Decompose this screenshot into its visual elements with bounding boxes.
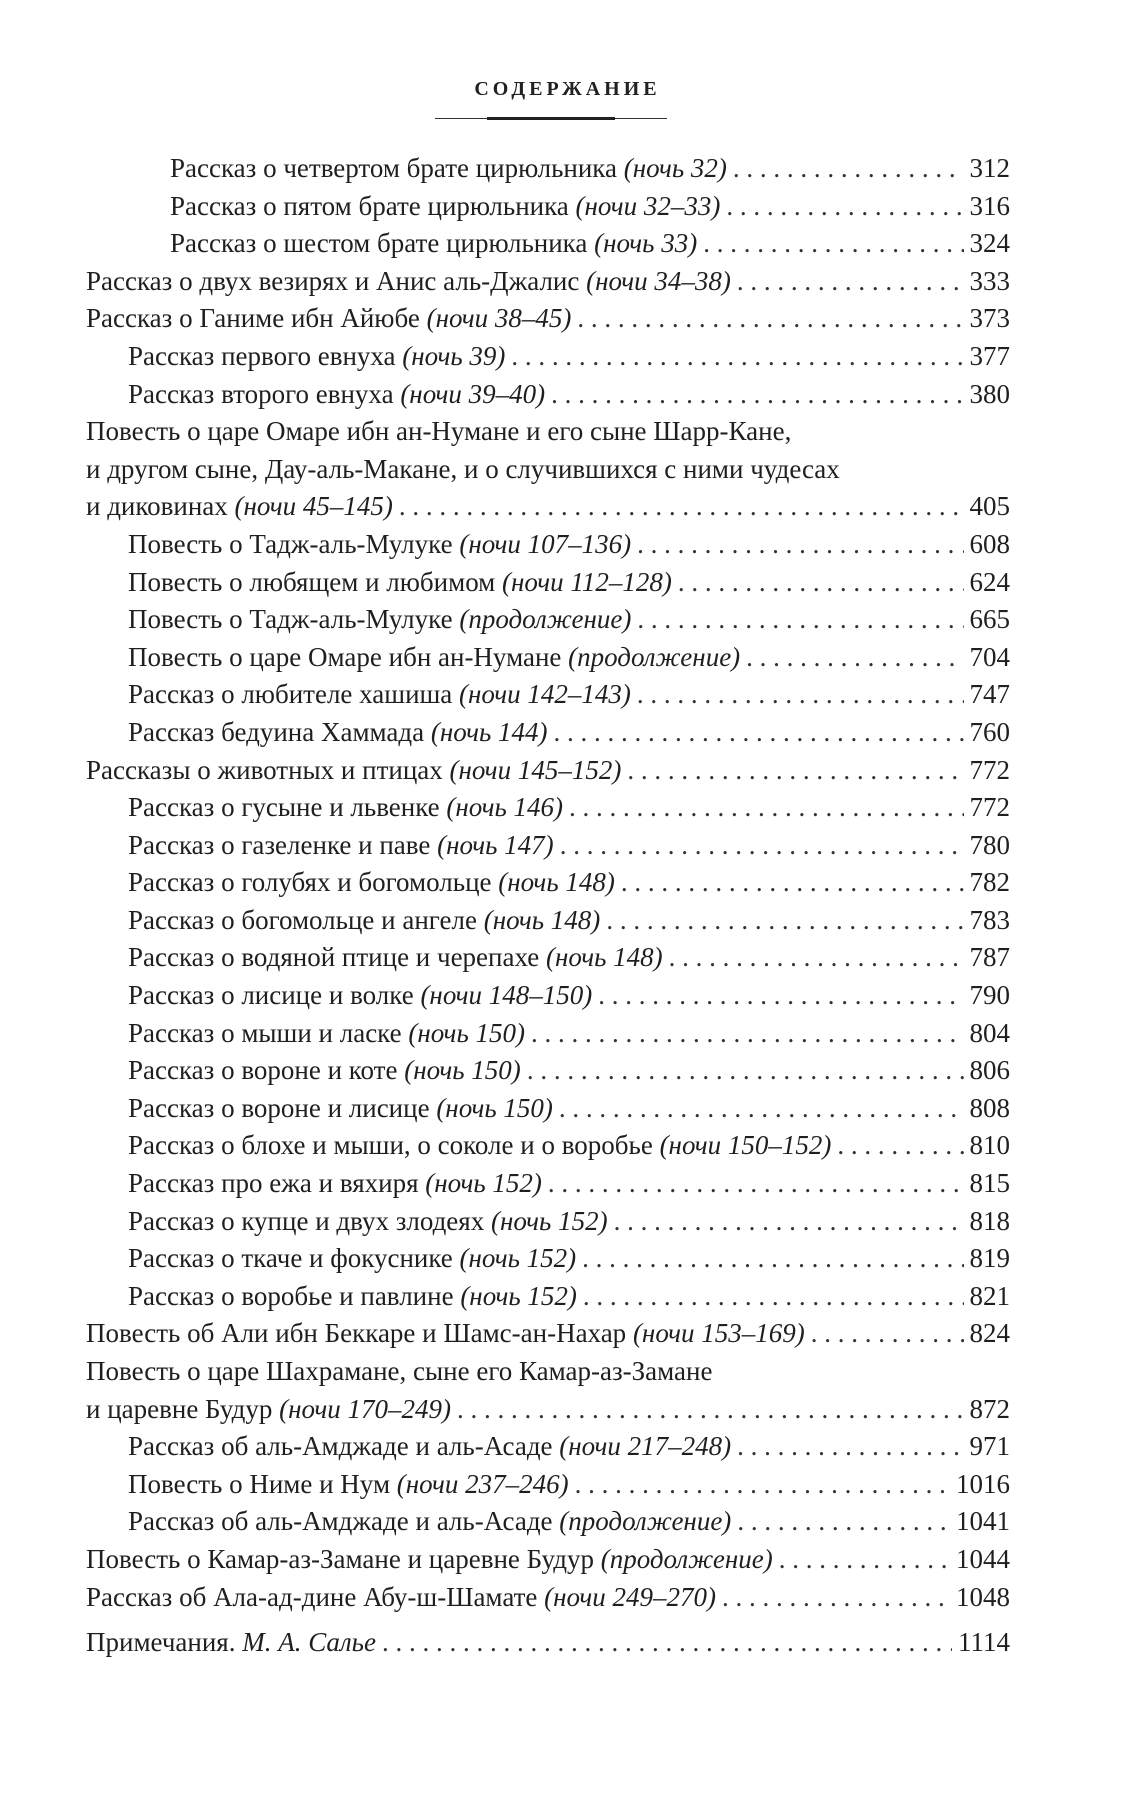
leader-dots [614,1203,964,1241]
toc-entry[interactable] [86,376,1010,414]
toc-entry[interactable] [86,1428,1010,1466]
toc-entry-text [128,1240,576,1278]
toc-page-number: 608 [969,528,1010,559]
toc-entry-text [128,601,631,639]
toc-entry-line [128,526,1010,564]
toc-entry[interactable] [86,338,1010,376]
toc-entry-title: Повесть о царе Омаре ибн ан-Нумане [128,641,569,672]
toc-entry[interactable] [86,263,1010,301]
toc-page-number: 804 [969,1017,1010,1048]
leader-dots [837,1127,963,1165]
toc-entry-title: Рассказ о ткаче и фокуснике [128,1243,460,1274]
toc-page-number: 971 [969,1431,1010,1462]
toc-entry-nights: (ночь 148) [546,942,663,973]
leader-dots [577,300,963,338]
toc-entry[interactable] [86,564,1010,602]
toc-entry-text [86,752,621,790]
toc-page-number: 782 [969,867,1010,898]
toc-entry-nights: (ночь 148) [498,867,615,898]
toc-page-number: 783 [969,904,1010,935]
toc-entry-title: Рассказ о водяной птице и черепахе [128,942,547,973]
toc-entry-line [86,1541,1010,1579]
toc-entry[interactable] [86,789,1010,827]
leader-dots [627,752,963,790]
leader-dots [669,939,964,977]
leader-dots [583,1278,964,1316]
toc-entry-title-line: Повесть о царе Омаре ибн ан-Нумане и его сыне Шарр-Кане, [86,416,792,447]
leader-dots [554,714,964,752]
toc-entry-text [86,1541,773,1579]
leader-dots [382,1624,952,1662]
toc-entry-text [128,338,505,376]
toc-entry-line [86,1579,1010,1617]
toc-entry-line [128,1428,1010,1466]
toc-entry-title: Рассказ о гусыне и львенке [128,792,447,823]
toc-entry-nights: (ночь 152) [460,1280,577,1311]
toc-entry-line [128,939,1010,977]
toc-entry-line [86,752,1010,790]
toc-entry[interactable] [86,1015,1010,1053]
toc-page-number: 704 [969,641,1010,672]
toc-entry-line [128,1015,1010,1053]
toc-entry-title: Рассказ о купце и двух злодеях [128,1205,491,1236]
toc-entry-nights: (ночь 33) [594,228,698,259]
leader-dots [733,150,964,188]
toc-page-number: 810 [969,1130,1010,1161]
leader-dots [637,601,963,639]
toc-entry-line [128,639,1010,677]
leader-dots [726,188,963,226]
toc-entry-text [86,263,731,301]
toc-entry-line [128,1240,1010,1278]
toc-entry-text [128,1203,608,1241]
toc-page-number: 824 [969,1318,1010,1349]
toc-entry-title: Рассказ о газеленке и паве [128,829,438,860]
toc-entry-title-line: Повесть о царе Шахрамане, сыне его Камар-аз-Замане [86,1356,713,1386]
toc-entry-title: и царевне Будур [86,1393,280,1424]
toc-entry[interactable] [86,1203,1010,1241]
toc-entry-title: Повесть о Ниме и Нум [128,1468,397,1499]
toc-page-number: 373 [969,303,1010,334]
toc-page-number: 818 [969,1205,1010,1236]
toc-entry-nights: (ночи 34–38) [586,265,731,296]
toc-entry[interactable] [86,714,1010,752]
toc-entry-line [128,376,1010,414]
toc-entry[interactable] [86,150,1010,188]
toc-entry-nights: (ночи 170–249) [279,1393,451,1424]
toc-entry-nights: (продолжение) [559,1506,732,1537]
toc-entry-nights: (ночи 217–248) [559,1431,732,1462]
toc-entry[interactable] [86,676,1010,714]
toc-entry-line [128,1203,1010,1241]
toc-entry-nights: (ночь 150) [436,1092,553,1123]
toc-entry-text [128,1466,569,1504]
toc-page-number: 808 [969,1092,1010,1123]
leader-dots [511,338,963,376]
toc-entry-line [128,676,1010,714]
leader-dots [531,1015,964,1053]
toc-entry-line [86,1624,1010,1662]
toc-entry-text [128,376,545,414]
toc-entry[interactable] [86,1090,1010,1128]
toc-entry-title: Повесть о любящем и любимом [128,566,503,597]
toc-entry-line [86,1391,1010,1429]
leader-dots [637,676,964,714]
toc-entry-text [86,488,393,526]
leader-dots [737,1503,950,1541]
toc-entry-title: Рассказ о лисице и волке [128,980,421,1011]
toc-page-number: 624 [969,566,1010,597]
toc-entry-title-line: и другом сыне, Дау-аль-Макане, и о случившихся с ними чудесах [86,453,840,484]
leader-dots [598,977,963,1015]
toc-entry-text [128,789,563,827]
toc-entry-nights: (ночь 150) [408,1017,525,1048]
toc-entry[interactable] [86,413,1010,526]
toc-entry-title: Повесть о Тадж-аль-Мулуке [128,604,460,635]
toc-entry-nights: (ночь 144) [430,716,548,747]
leader-dots [559,1090,964,1128]
toc-entry-line [86,300,1010,338]
toc-entry-title: Примечания. [86,1627,243,1658]
toc-entry[interactable] [86,601,1010,639]
toc-entry-nights: (ночь 150) [404,1055,521,1086]
toc-entry-nights: (ночь 147) [437,829,554,860]
toc-entry-text [128,1428,731,1466]
toc-page-number: 747 [969,679,1010,710]
toc-entry-nights: (ночь 152) [459,1243,577,1274]
toc-page-number: 821 [969,1280,1010,1311]
toc-entry-nights: (ночи 150–152) [659,1130,832,1161]
toc-entry-text [128,1015,525,1053]
toc-entry[interactable] [86,977,1010,1015]
toc-entry-text [128,564,672,602]
toc-entry-title: Рассказ второго евнуха [128,378,401,409]
toc-page-number: 1041 [956,1506,1010,1537]
leader-dots [457,1391,964,1429]
toc-page-number: 665 [969,604,1010,635]
toc-entry-nights: (продолжение) [459,604,632,635]
leader-dots [811,1315,964,1353]
toc-entry-line [128,1090,1010,1128]
leader-dots [582,1240,963,1278]
toc-page-number: 377 [969,340,1010,371]
toc-entry[interactable] [86,1127,1010,1165]
toc-entry[interactable] [86,639,1010,677]
toc-entry-line [128,1165,1010,1203]
table-of-contents [86,150,1010,1662]
toc-entry-nights: (ночи 45–145) [234,491,393,522]
toc-entry-nights: (ночь 32) [623,153,727,183]
toc-entry-title: Рассказ о двух везирях и Анис аль-Джалис [86,265,587,296]
toc-entry-title: Рассказ про ежа и вяхиря [128,1168,426,1199]
toc-page-number: 380 [969,378,1010,409]
leader-dots [737,1428,963,1466]
toc-entry[interactable] [86,939,1010,977]
leader-dots [527,1052,964,1090]
toc-entry[interactable] [86,1240,1010,1278]
toc-entry-title: Рассказ об Ала-ад-дине Абу-ш-Шамате [86,1581,545,1612]
toc-entry-text [170,225,697,263]
toc-page-number: 324 [969,228,1010,259]
toc-entry-text [128,1090,553,1128]
toc-page-number: 312 [969,153,1010,183]
toc-entry-nights: (ночь 152) [490,1205,608,1236]
leader-dots [703,225,963,263]
toc-page-number: 819 [969,1243,1010,1274]
toc-entry-text [128,1278,577,1316]
toc-entry-line [128,902,1010,940]
leader-dots [560,827,964,865]
toc-entry-nights: (продолжение) [600,1543,773,1574]
toc-entry-line [128,714,1010,752]
toc-entry-text [86,1391,451,1429]
leader-dots [399,488,964,526]
toc-entry[interactable] [86,526,1010,564]
toc-entry-text [128,827,554,865]
toc-entry-text [128,939,663,977]
toc-entry[interactable] [86,1624,1010,1662]
toc-entry-text [128,676,631,714]
toc-entry-title: Рассказ о богомольце и ангеле [128,904,484,935]
toc-page-number: 1048 [956,1581,1010,1612]
header-divider-bold [487,117,615,120]
toc-entry-title: Рассказ о блохе и мыши, о соколе и о воробье [128,1130,660,1161]
toc-page-number: 780 [969,829,1010,860]
toc-entry-text [128,864,615,902]
toc-entry-nights: (ночи 249–270) [544,1581,716,1612]
toc-entry-line [128,977,1010,1015]
toc-entry-text [86,1624,376,1662]
toc-entry[interactable] [86,1466,1010,1504]
toc-entry-line [128,789,1010,827]
leader-dots [575,1466,950,1504]
toc-entry-nights: (ночи 153–169) [632,1318,805,1349]
leader-dots [678,564,964,602]
toc-entry-title: и диковинах [86,491,235,522]
toc-entry-text [128,1165,542,1203]
toc-entry-line [128,601,1010,639]
leader-dots [779,1541,950,1579]
leader-dots [551,376,963,414]
leader-dots [637,526,963,564]
toc-page-number: 790 [969,980,1010,1011]
toc-entry-text [86,1315,805,1353]
toc-entry-title: Рассказ о воробье и павлине [128,1280,461,1311]
toc-page-number: 333 [969,265,1010,296]
toc-page-number: 787 [969,942,1010,973]
toc-entry-title: Рассказ о вороне и коте [128,1055,405,1086]
leader-dots [569,789,963,827]
toc-entry-line [128,564,1010,602]
toc-entry-line [86,1315,1010,1353]
toc-entry-title: Повесть об Али ибн Беккаре и Шамс-ан-Нахар [86,1318,633,1349]
toc-entry-text [128,714,548,752]
toc-entry-text [128,1503,731,1541]
toc-entry-title: Рассказ о голубях и богомольце [128,867,499,898]
toc-entry-nights: (ночи 145–152) [449,754,622,785]
toc-entry[interactable] [86,827,1010,865]
leader-dots [722,1579,950,1617]
toc-entry-line [128,1052,1010,1090]
toc-entry-title: Рассказ о любителе хашиша [128,679,460,710]
toc-entry-nights: (ночи 107–136) [459,528,632,559]
leader-dots [746,639,963,677]
toc-entry-line [128,1127,1010,1165]
toc-entry-title: Рассказ об аль-Амджаде и аль-Асаде [128,1431,560,1462]
toc-entry-line [86,488,1010,526]
toc-entry-line [128,1466,1010,1504]
toc-entry-nights: (ночи 38–45) [426,303,572,334]
toc-entry-text [170,150,727,188]
toc-page-number: 806 [969,1055,1010,1086]
toc-entry-text [128,902,600,940]
leader-dots [621,864,964,902]
toc-entry[interactable] [86,1278,1010,1316]
toc-entry-nights: (ночь 152) [425,1168,542,1199]
toc-page-number: 405 [969,491,1010,522]
toc-entry-nights: (ночи 237–246) [396,1468,569,1499]
toc-entry-title: Рассказ об аль-Амджаде и аль-Асаде [128,1506,560,1537]
toc-page-number: 872 [969,1393,1010,1424]
toc-entry-title: Рассказ о четвертом брате цирюльника [170,153,624,183]
toc-entry-title: Повесть о Камар-аз-Замане и царевне Будур [86,1543,601,1574]
toc-entry-text [86,1579,716,1617]
toc-page-number: 772 [969,754,1010,785]
toc-entry[interactable] [86,300,1010,338]
toc-entry-line [170,225,1010,263]
toc-entry[interactable] [86,1315,1010,1353]
toc-entry-nights: М. А. Салье [242,1627,376,1658]
toc-entry-nights: (ночи 142–143) [459,679,631,710]
toc-entry-line [128,338,1010,376]
toc-entry[interactable] [86,864,1010,902]
toc-page-number: 316 [969,190,1010,221]
toc-entry[interactable] [86,1353,1010,1428]
toc-entry-line [128,827,1010,865]
toc-entry[interactable] [86,188,1010,226]
toc-entry[interactable] [86,902,1010,940]
toc-entry-title: Рассказы о животных и птицах [86,754,450,785]
toc-entry-title: Рассказ первого евнуха [128,340,403,371]
toc-entry-title: Рассказ о шестом брате цирюльника [170,228,595,259]
toc-entry-text [86,300,571,338]
toc-entry-line [128,1503,1010,1541]
toc-entry-line [128,864,1010,902]
toc-entry-text [128,526,631,564]
toc-entry-title: Рассказ о пятом брате цирюльника [170,190,576,221]
toc-entry-nights: (ночь 148) [483,904,601,935]
toc-entry-title: Рассказ о вороне и лисице [128,1092,437,1123]
toc-entry[interactable] [86,1165,1010,1203]
toc-entry-nights: (ночь 146) [446,792,564,823]
toc-entry-line [86,263,1010,301]
toc-entry-line [128,1278,1010,1316]
toc-entry-text [128,1052,521,1090]
toc-entry-nights: (продолжение) [568,641,741,672]
leader-dots [606,902,963,940]
toc-entry-title: Рассказ о мыши и ласке [128,1017,409,1048]
toc-entry-title: Рассказ бедуина Хаммада [128,716,431,747]
leader-dots [548,1165,964,1203]
toc-page-number: 772 [969,792,1010,823]
toc-entry[interactable] [86,752,1010,790]
toc-page-number: 1114 [958,1627,1010,1658]
toc-entry-title: Повесть о Тадж-аль-Мулуке [128,528,460,559]
toc-entry-line [170,150,1010,188]
toc-entry-text [170,188,720,226]
toc-page-number: 1044 [956,1543,1010,1574]
toc-entry-nights: (ночи 39–40) [400,378,546,409]
toc-entry-nights: (ночи 112–128) [502,566,672,597]
leader-dots [737,263,964,301]
toc-page-number: 815 [969,1168,1010,1199]
toc-page-number: 1016 [956,1468,1010,1499]
toc-entry[interactable] [86,1541,1010,1579]
toc-entry-line [170,188,1010,226]
toc-entry[interactable] [86,1503,1010,1541]
toc-entry[interactable] [86,1052,1010,1090]
page-header: СОДЕРЖАНИЕ [474,78,661,100]
toc-entry-nights: (ночи 32–33) [575,190,721,221]
toc-entry[interactable] [86,1579,1010,1617]
toc-entry-nights: (ночь 39) [402,340,506,371]
toc-page-number: 760 [969,716,1010,747]
toc-entry-text [128,977,592,1015]
toc-entry-nights: (ночи 148–150) [420,980,593,1011]
toc-entry-text [128,1127,831,1165]
toc-entry-title: Рассказ о Ганиме ибн Айюбе [86,303,427,334]
toc-entry[interactable] [86,225,1010,263]
toc-entry-text [128,639,740,677]
